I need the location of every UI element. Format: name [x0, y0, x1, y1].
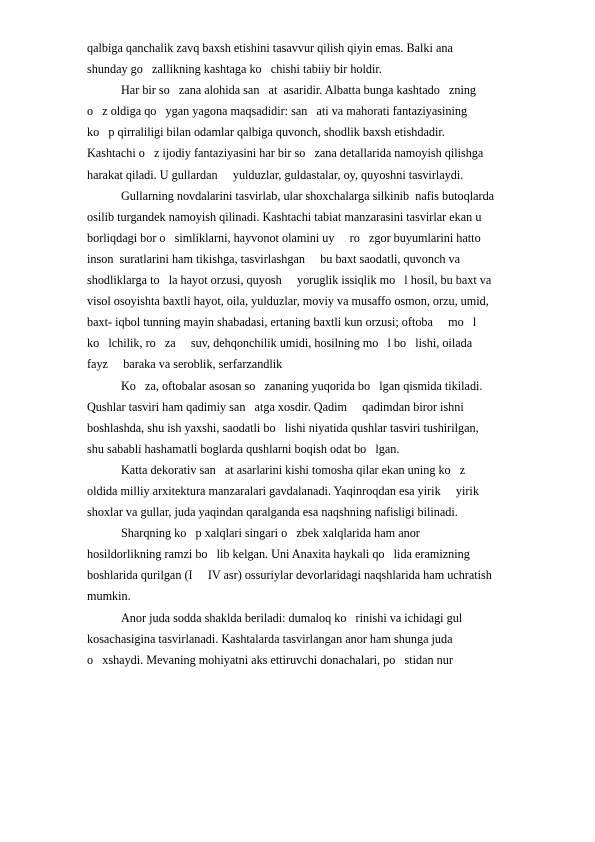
paragraph-first-line: Katta dekorativ san at asarlarini kishi tomosha qilar ekan uning ko z: [121, 462, 466, 477]
text-line: baxt- iqbol tunning mayin shabadasi, ertaning baxtli kun orzusi; oftoba mo l: [87, 315, 477, 330]
text-line: shoxlar va gullar, juda yaqindan qaralganda esa naqshning nafisligi bilinadi.: [87, 505, 458, 520]
text-line: ko p qirraliligi bilan odamlar qalbiga quvonch, shodlik baxsh etishdadir.: [87, 125, 445, 140]
text-line: o z oldiga qo ygan yagona maqsadidir: san ati va mahorati fantaziyasining: [87, 104, 468, 119]
text-line: ko lchilik, ro za suv, dehqonchilik umidi, hosilning mo l bo lishi, oilada: [87, 336, 473, 351]
text-line: mumkin.: [87, 589, 131, 604]
text-line: o xshaydi. Mevaning mohiyatni aks ettiruvchi donachalari, po stidan nur: [87, 652, 453, 667]
text-line: fayz baraka va seroblik, serfarzandlik: [87, 357, 283, 372]
text-line: shu sababli hashamatli boglarda qushlarni boqish odat bo lgan.: [87, 441, 400, 456]
paragraph-first-line: Gullarning novdalarini tasvirlab, ular shoxchalarga silkinib nafis butoqlarda: [121, 188, 495, 203]
text-line: boshlashda, shu ish yaxshi, saodatli bo lishi niyatida qushlar tasviri tushirilgan,: [87, 420, 479, 435]
text-line: visol osoyishta baxtli hayot, oila, yulduzlar, moviy va musaffo osmon, orzu, umid,: [87, 294, 489, 309]
paragraph-first-line: Sharqning ko p xalqlari singari o zbek xalqlarida ham anor: [121, 526, 420, 541]
text-line: shunday go zallikning kashtaga ko chishi tabiiy bir holdir.: [87, 62, 382, 77]
text-line: borliqdagi bor o simliklarni, hayvonot olamini uy ro zgor buyumlarini hatto: [87, 230, 481, 245]
paragraph-first-line: Anor juda sodda shaklda beriladi: dumaloq ko rinishi va ichidagi gul: [121, 610, 463, 625]
text-line: osilib turgandek namoyish qilinadi. Kashtachi tabiat manzarasini tasvirlar ekan u: [87, 209, 482, 224]
text-line: boshlarida qurilgan (I IV asr) ossuriylar devorlaridagi naqshlarida ham uchratish: [87, 568, 492, 583]
text-line: qalbiga qanchalik zavq baxsh etishini tasavvur qilish qiyin emas. Balki ana: [87, 41, 453, 55]
text-line: inson suratlarini ham tikishga, tasvirlashgan bu baxt saodatli, quvonch va: [87, 251, 461, 266]
text-line: Qushlar tasviri ham qadimiy san atga xosdir. Qadim qadimdan biror ishni: [87, 399, 464, 414]
paragraph-first-line: Ko za, oftobalar asosan so zananing yuqorida bo lgan qismida tikiladi.: [121, 378, 483, 393]
text-line: shodliklarga to la hayot orzusi, quyosh yoruglik issiqlik mo l hosil, bu baxt va: [87, 273, 492, 288]
text-line: harakat qiladi. U gullardan yulduzlar, guldastalar, oy, quyoshni tasvirlaydi.: [87, 167, 464, 182]
text-line: oldida milliy arxitektura manzaralari gavdalanadi. Yaqinroqdan esa yirik yirik: [87, 483, 479, 498]
document-body: [87, 38, 595, 671]
text-line: kosachasigina tasvirlanadi. Kashtalarda tasvirlangan anor ham shunga juda: [87, 631, 453, 646]
text-line: Kashtachi o z ijodiy fantaziyasini har bir so zana detallarida namoyish qilishga: [87, 146, 484, 161]
paragraph-first-line: Har bir so zana alohida san at asaridir. Albatta bunga kashtado zning: [121, 83, 477, 98]
text-line: hosildorlikning ramzi bo lib kelgan. Uni Anaxita haykali qo lida eramizning: [87, 547, 470, 562]
